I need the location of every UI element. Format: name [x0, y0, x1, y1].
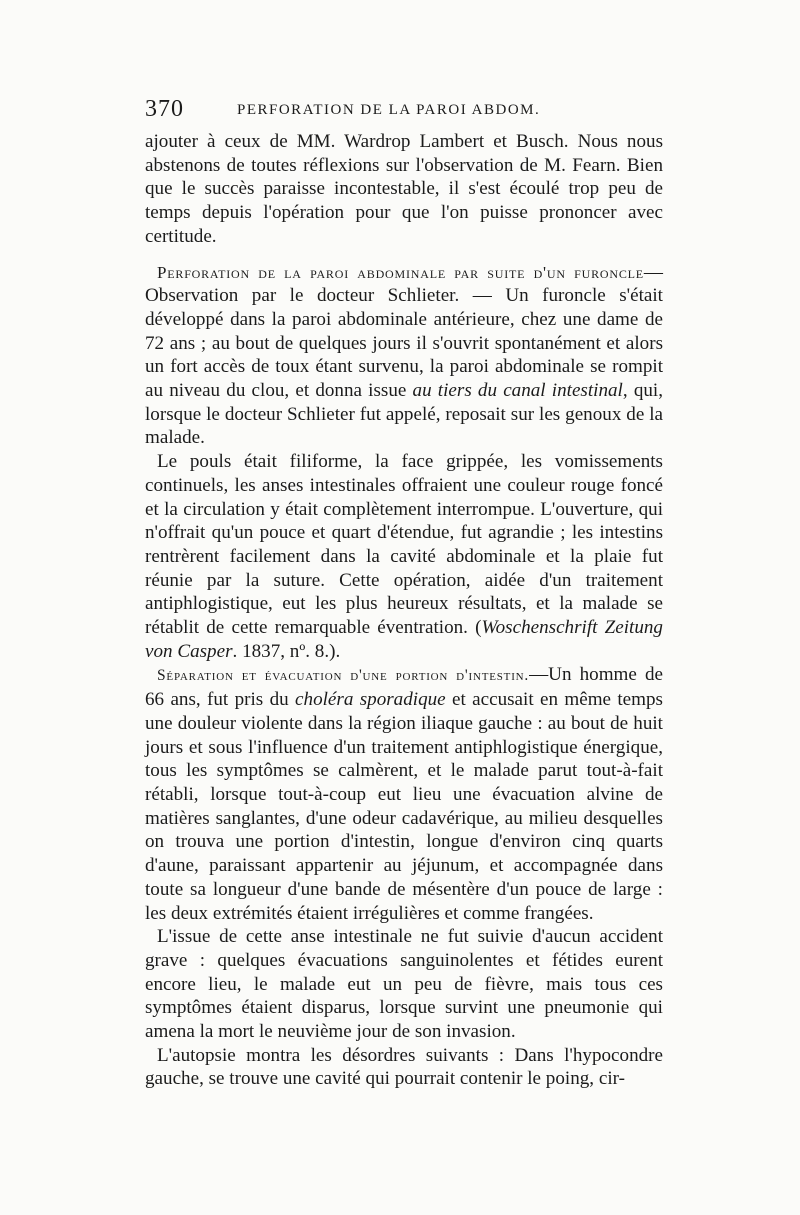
paragraph-text: et accusait en même temps une douleur violente dans la région iliaque gauche : au bout de huit jours et sous l'influence d'un traitement antiphlogistique énergique, tous les symptômes se calmèrent, et le malade parut tout-à-fait rétabli, lorsque tout-à-coup eut lieu une évacuation alvine de matières sanglantes, d'une odeur cadavérique, au milieu desquelles on trouva une portion d'intestin, longue d'environ cinq quarts d'aune, paraissant appartenir au jéjunum, et accompagnée dans toute sa longueur d'une bande de mésentère d'un pouce de large : les deux extrémités étaient irrégulières et comme frangées. — [145, 689, 663, 924]
body-text — [145, 130, 663, 1091]
paragraph-outcome — [145, 925, 663, 1044]
paragraph-text: . 1837, nº. 8.). — [232, 640, 341, 662]
paragraph-text: ajouter à ceux de MM. Wardrop Lambert et Busch. Nous nous abstenons de toutes réflexions sur l'observation de M. Fearn. Bien que le succès paraisse incontestable, il s'est écoulé trop peu de temps depuis l'opération pour que l'on puisse prononcer avec certitude. — [145, 131, 663, 247]
paragraph-autopsy — [145, 1044, 663, 1091]
running-head: PERFORATION DE LA PAROI ABDOM. — [237, 102, 541, 118]
paragraph-text: L'issue de cette anse intestinale ne fut suivie d'aucun accident grave : quelques évacuations sanguinolentes et fétides eurent encore lieu, le malade eut un peu de fièvre, mais tous ces symptômes étaient disparus, lorsque survint une pneumonie qui amena la mort le neuvième jour de son invasion. — [145, 926, 663, 1043]
paragraph-text: L'autopsie montra les désordres suivants : Dans l'hypocondre gauche, se trouve une cavité qui pourrait contenir le poing, cir- — [145, 1044, 663, 1090]
page-header — [145, 96, 665, 124]
paragraph-text: , qui, lorsque le docteur Schlieter fut appelé, reposait sur les genoux de la malade. — [145, 380, 663, 449]
italic-text: choléra sporadique — [295, 689, 446, 711]
paragraph-text: —Un homme de 66 ans, fut pris du — [145, 664, 663, 711]
paragraph-perforation-furoncle — [145, 261, 663, 451]
page-number: 370 — [145, 96, 184, 122]
paragraph-continuation — [145, 130, 663, 249]
section-heading-separation: Séparation et évacuation d'une portion d'intestin. — [157, 667, 530, 685]
paragraph-separation-intestin — [145, 663, 663, 925]
paragraph-text: Le pouls était filiforme, la face grippée, les vomissements continuels, les anses intestinales offraient une couleur rouge foncé et la circulation y était complètement interrompue. L'ouverture, qui n'offrait qu'un pouce et quart d'étendue, fut agrandie ; les intestins rentrèrent facilement dans la cavité abdominale et la plaie fut réunie par la suture. Cette opération, aidée d'un traitement antiphlogistique, eut les plus heureux résultats, et la malade se rétablit de cette remarquable éventration. ( — [145, 451, 663, 639]
citation-italic: Woschenschrift Zeitung von Casper — [145, 617, 663, 662]
italic-text: au tiers du canal intestinal — [412, 380, 623, 402]
paragraph-treatment — [145, 450, 663, 663]
paragraph-text: —Observation par le docteur Schlieter. — Un furoncle s'était développé dans la paroi abdominale antérieure, chez une dame de 72 ans ; au bout de quelques jours il s'ouvrit spontanément et alors un fort accès de toux étant survenu, la paroi abdominale se rompit au niveau du clou, et donna issue — [145, 261, 663, 402]
section-heading-perforation: Perforation de la paroi abdominale par suite d'un furoncle — [157, 262, 644, 282]
